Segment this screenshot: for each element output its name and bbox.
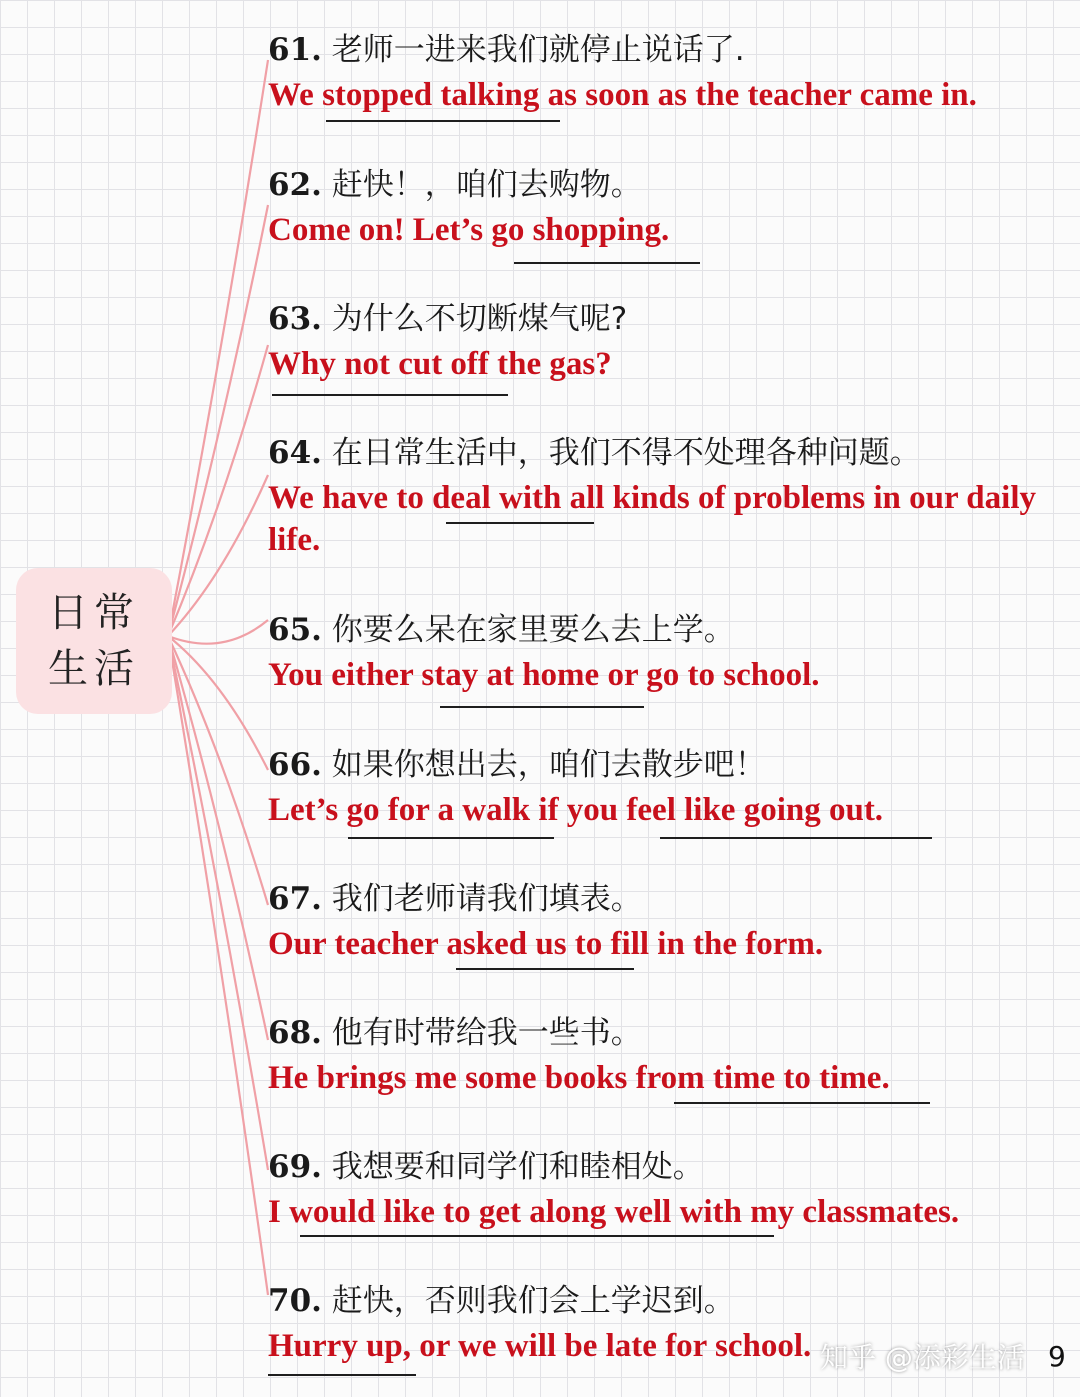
sentence-number: 67. bbox=[268, 881, 322, 917]
english-sentence: I would like to get along well with my classmates. bbox=[268, 1194, 960, 1230]
chinese-text: 如果你想出去，咱们去散步吧！ bbox=[331, 747, 766, 783]
phrase-underline bbox=[674, 1102, 930, 1104]
english-sentence: Hurry up, or we will be late for school. bbox=[268, 1328, 812, 1364]
sentence-item-66 bbox=[268, 745, 1068, 831]
phrase-underline bbox=[300, 1235, 774, 1237]
chinese-sentence bbox=[268, 1013, 1068, 1053]
chinese-sentence bbox=[268, 879, 1068, 919]
english-sentence: You either stay at home or go to school. bbox=[268, 657, 820, 693]
phrase-underline bbox=[514, 262, 700, 264]
chinese-sentence bbox=[268, 610, 1068, 650]
topic-node bbox=[16, 568, 172, 714]
chinese-sentence bbox=[268, 30, 1068, 70]
english-sentence: Let’s go for a walk if you feel like going out. bbox=[268, 792, 884, 828]
branch-line-61 bbox=[168, 60, 268, 636]
sentence-number: 64. bbox=[268, 435, 322, 471]
english-sentence: He brings me some books from time to time. bbox=[268, 1060, 890, 1096]
chinese-text: 他有时带给我一些书。 bbox=[331, 1015, 642, 1051]
phrase-underline bbox=[660, 837, 932, 839]
english-sentence: We stopped talking as soon as the teacher came in. bbox=[268, 77, 977, 113]
branch-line-63 bbox=[168, 345, 268, 636]
sentence-number: 61. bbox=[268, 32, 322, 68]
branch-line-65 bbox=[168, 620, 268, 644]
chinese-sentence bbox=[268, 1281, 1068, 1321]
chinese-text: 赶快！，咱们去购物。 bbox=[331, 167, 642, 203]
phrase-underline bbox=[348, 837, 554, 839]
sentence-item-68 bbox=[268, 1013, 1068, 1099]
phrase-underline bbox=[326, 120, 560, 122]
english-sentence: Come on! Let’s go shopping. bbox=[268, 212, 670, 248]
branch-line-69 bbox=[168, 636, 268, 1170]
branch-line-68 bbox=[168, 636, 268, 1040]
chinese-text: 我想要和同学们和睦相处。 bbox=[331, 1149, 704, 1185]
chinese-sentence bbox=[268, 1147, 1068, 1187]
chinese-text: 在日常生活中，我们不得不处理各种问题。 bbox=[331, 435, 921, 471]
phrase-underline bbox=[446, 522, 594, 524]
sentence-number: 68. bbox=[268, 1015, 322, 1051]
chinese-text: 为什么不切断煤气呢? bbox=[331, 301, 628, 337]
chinese-sentence bbox=[268, 165, 1068, 205]
sentence-item-67 bbox=[268, 879, 1068, 965]
english-sentence: Our teacher asked us to fill in the form. bbox=[268, 926, 824, 962]
phrase-underline bbox=[440, 706, 644, 708]
phrase-underline bbox=[268, 1374, 416, 1376]
watermark: 知乎 @添彩生活 bbox=[820, 1341, 1025, 1374]
page-number: 9 bbox=[1048, 1340, 1066, 1373]
phrase-underline bbox=[456, 968, 634, 970]
english-sentence: We have to deal with all kinds of problems in our daily life. bbox=[268, 480, 1036, 558]
chinese-sentence bbox=[268, 299, 1068, 339]
chinese-text: 你要么呆在家里要么去上学。 bbox=[331, 612, 735, 648]
chinese-text: 赶快，否则我们会上学迟到。 bbox=[331, 1283, 735, 1319]
chinese-text: 我们老师请我们填表。 bbox=[331, 881, 642, 917]
topic-label-line1: 日常 bbox=[48, 590, 140, 636]
sentence-item-64 bbox=[268, 433, 1068, 561]
english-sentence: Why not cut off the gas? bbox=[268, 346, 612, 382]
chinese-sentence bbox=[268, 745, 1068, 785]
sentence-number: 62. bbox=[268, 167, 322, 203]
sentence-number: 65. bbox=[268, 612, 322, 648]
branch-line-66 bbox=[168, 636, 268, 770]
topic-label-line2: 生活 bbox=[48, 646, 140, 692]
sentence-number: 66. bbox=[268, 747, 322, 783]
chinese-sentence bbox=[268, 433, 1068, 473]
sentence-item-63 bbox=[268, 299, 1068, 385]
sentence-item-65 bbox=[268, 610, 1068, 696]
sentence-number: 63. bbox=[268, 301, 322, 337]
sentence-item-62 bbox=[268, 165, 1068, 251]
sentence-number: 69. bbox=[268, 1149, 322, 1185]
phrase-underline bbox=[272, 394, 508, 396]
branch-line-70 bbox=[168, 636, 268, 1295]
sentence-number: 70. bbox=[268, 1283, 322, 1319]
sentence-item-61 bbox=[268, 30, 1068, 116]
sentence-item-69 bbox=[268, 1147, 1068, 1233]
chinese-text: 老师一进来我们就停止说话了. bbox=[331, 32, 745, 68]
branch-line-67 bbox=[168, 636, 268, 905]
